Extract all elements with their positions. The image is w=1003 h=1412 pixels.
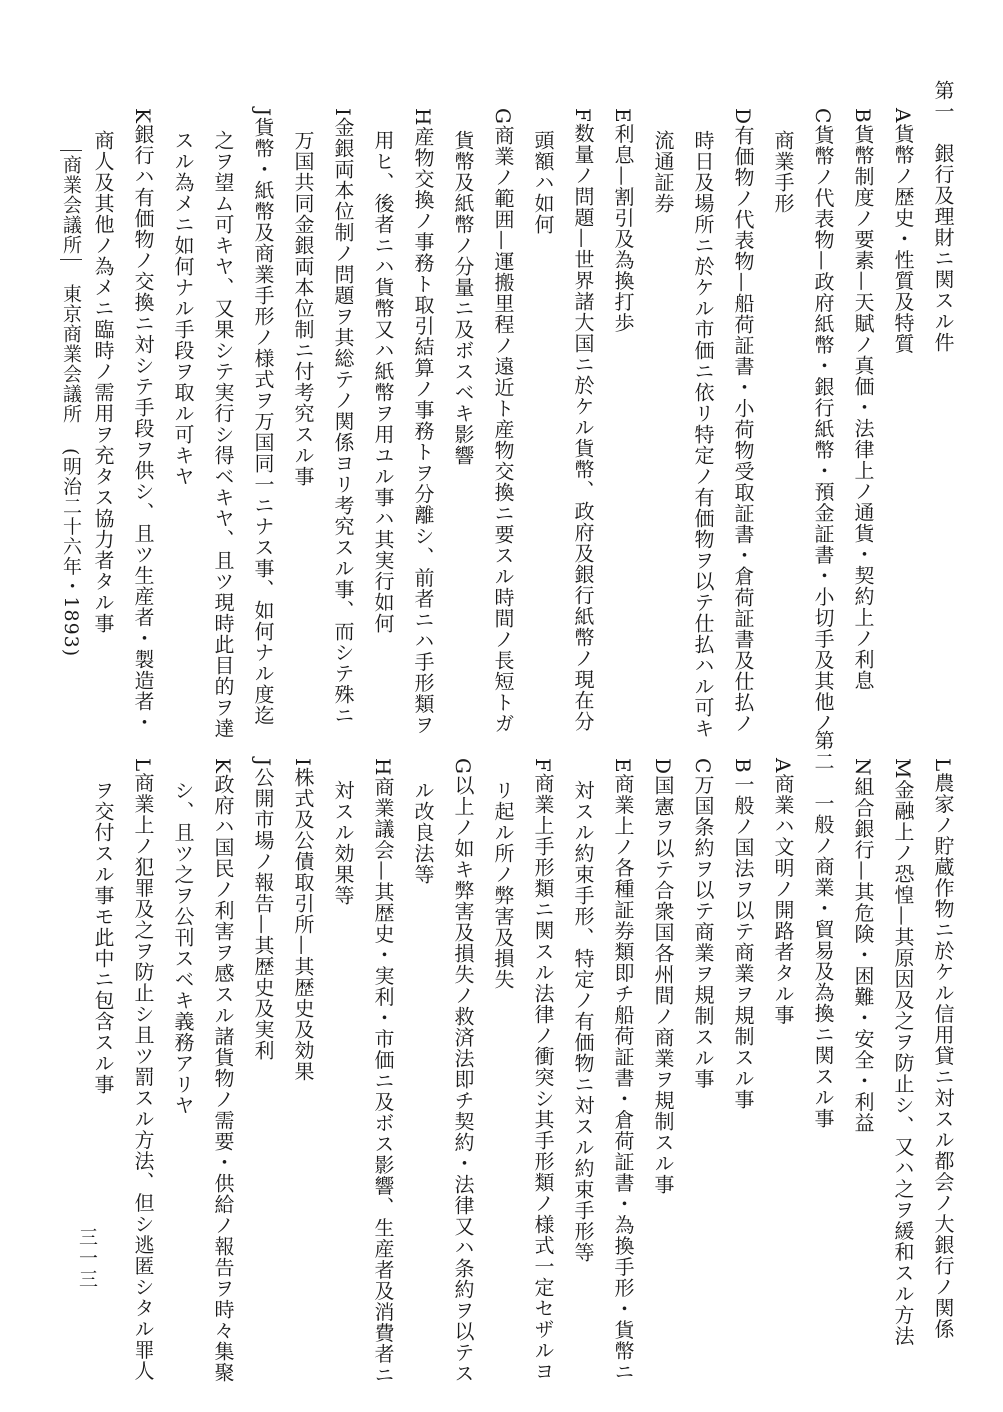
text-line: 万国共同金銀両本位制ニ付考究スル事 (291, 130, 315, 487)
page-number: 三一三 (76, 1227, 98, 1290)
text-line: L商業上ノ犯罪及之ヲ防止シ且ツ罰スル方法、但シ逃匿シタル罪人 (131, 758, 155, 1382)
text-line: E利息—割引及為換打歩 (611, 108, 635, 334)
text-line: C万国条約ヲ以テ商業ヲ規制スル事 (691, 758, 715, 1090)
text-line: K政府ハ国民ノ利害ヲ感スル諸貨物ノ需要・供給ノ報告ヲ時々集聚 (211, 758, 235, 1383)
text-line: B貨幣制度ノ要素—天賦ノ真価・法律上ノ通貨・契約上ノ利息 (851, 108, 875, 691)
text-line: H産物交換ノ事務ト取引結算ノ事務トヲ分離シ、前者ニハ手形類ヲ (411, 108, 435, 736)
text-line: D国憲ヲ以テ合衆国各州間ノ商業ヲ規制スル事 (651, 758, 675, 1196)
upper-section (23, 80, 963, 739)
source-date: (明治二十六年・1893) (60, 448, 82, 658)
text-line: 商人及其他ノ為メニ臨時ノ需用ヲ充タス協力者タル事 (91, 130, 115, 634)
section-heading: 第二 一般ノ商業・貿易及為換ニ関スル事 (811, 730, 835, 1129)
text-line: F商業上手形類ニ関スル法律ノ衝突シ其手形類ノ様式一定セザルヨ (531, 758, 555, 1382)
text-line: J貨幣・紙幣及商業手形ノ様式ヲ万国同一ニナス事、如何ナル度迄 (251, 108, 275, 727)
text-line: シ、且ツ之ヲ公刊スベキ義務アリヤ (171, 780, 195, 1116)
text-line: ヲ交付スル事モ此中ニ包含スル事 (91, 780, 115, 1095)
text-line: B一般ノ国法ヲ以テ商業ヲ規制スル事 (731, 758, 755, 1110)
text-line: A貨幣ノ歴史・性質及特質 (891, 108, 915, 355)
text-line: L農家ノ貯蔵作物ニ於ケル信用貸ニ対スル都会ノ大銀行ノ関係 (931, 758, 955, 1340)
text-line: 対スル約束手形、特定ノ有価物ニ対スル約束手形等 (571, 780, 595, 1263)
text-line: D有価物ノ代表物—船荷証書・小荷物受取証書・倉荷証書及仕払ノ (731, 108, 755, 735)
source-org: 商業会議所 (60, 150, 82, 260)
text-line: 貨幣及紙幣ノ分量ニ及ボスベキ影響 (451, 130, 475, 466)
source-publisher: 東京商業会議所 (60, 284, 82, 424)
text-line: I金銀両本位制ノ問題ヲ其総テノ関係ヨリ考究スル事、而シテ殊ニ (331, 108, 355, 726)
text-line: 流通証券 (651, 130, 675, 214)
text-line: H商業議会—其歴史・実利・市価ニ及ボス影響、生産者及消費者ニ (371, 758, 395, 1386)
section-heading: 第一 銀行及理財ニ関スル件 (931, 80, 955, 353)
text-line: G以上ノ如キ弊害及損失ノ救済法即チ契約・法律又ハ条約ヲ以テス (451, 758, 475, 1384)
text-line: 商業手形 (771, 130, 795, 214)
text-line: F数量ノ問題—世界諸大国ニ於ケル貨幣、政府及銀行紙幣ノ現在分 (571, 108, 595, 732)
text-line: 頭額ハ如何 (531, 130, 555, 235)
text-line: N組合銀行—其危険・困難・安全・利益 (851, 758, 875, 1134)
text-line: A商業ハ文明ノ開路者タル事 (771, 758, 795, 1026)
text-line: 対スル効果等 (331, 780, 355, 906)
text-line: リ起ル所ノ弊害及損失 (491, 780, 515, 990)
text-line: K銀行ハ有価物ノ交換ニ対シテ手段ヲ供シ、且ツ生産者・製造者・ (131, 108, 155, 733)
source-footer (56, 150, 86, 658)
text-line: C貨幣ノ代表物—政府紙幣・銀行紙幣・預金証書・小切手及其他ノ (811, 108, 835, 734)
text-line: 用ヒ、後者ニハ貨幣又ハ紙幣ヲ用ユル事ハ其実行如何 (371, 130, 395, 634)
text-line: ル改良法等 (411, 780, 435, 885)
lower-section (23, 730, 963, 1386)
text-line: M金融上ノ恐惶—其原因及之ヲ防止シ、又ハ之ヲ緩和スル方法 (891, 758, 915, 1347)
text-line: G商業ノ範囲—運搬里程ノ遠近ト産物交換ニ要スル時間ノ長短トガ (491, 108, 515, 734)
text-line: 之ヲ望ム可キヤ、又果シテ実行シ得ベキヤ、且ツ現時此目的ヲ達 (211, 130, 235, 739)
text-line: E商業上ノ各種証券類即チ船荷証書・倉荷証書・為換手形・貨幣ニ (611, 758, 635, 1383)
text-line: I株式及公債取引所—其歴史及効果 (291, 758, 315, 1082)
text-line: 時日及場所ニ於ケル市価ニ依リ特定ノ有価物ヲ以テ仕払ハル可キ (691, 130, 715, 739)
text-line: スル為メニ如何ナル手段ヲ取ル可キヤ (171, 130, 195, 487)
text-line: J公開市場ノ報告—其歴史及実利 (251, 758, 275, 1062)
